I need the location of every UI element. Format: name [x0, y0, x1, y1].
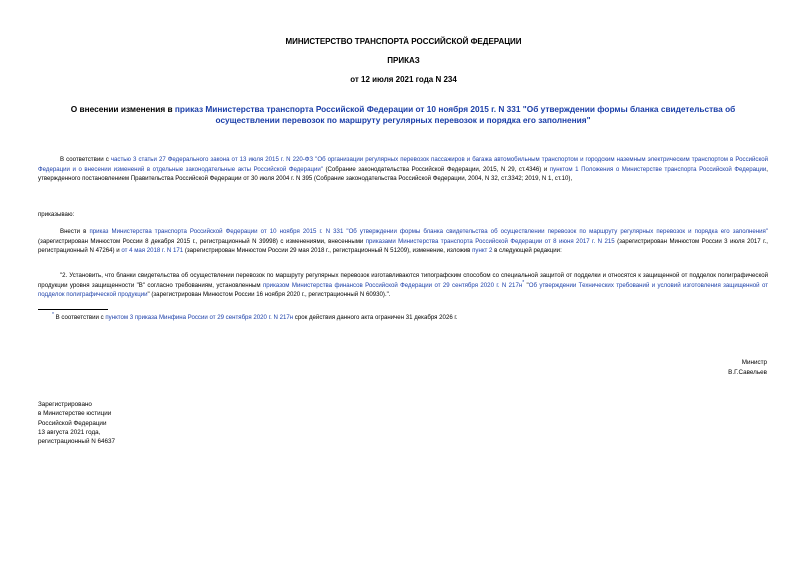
- quote-paragraph: [38, 271, 768, 300]
- footnote-separator: [38, 309, 108, 310]
- preamble-text-3: , утвержденного постановлением Правительства Российской Федерации от 30 июля 2004 г. N 395 (Собрание законодательства Российской Федерации, 2004, N 32, ст.3342; 2019, N 1, ст.10),: [38, 165, 768, 183]
- link-order-171[interactable]: от 4 мая 2018 г. N 171: [121, 247, 184, 255]
- order-text-1: Внести в: [60, 228, 90, 235]
- registration-block: [38, 400, 115, 446]
- registration-line: в Министерстве юстиции: [38, 410, 112, 418]
- quote-text-3: " (зарегистрирован Минюстом России 16 ноября 2020 г., регистрационный N 60930).".: [147, 291, 391, 299]
- title-link-order-331[interactable]: приказ Министерства транспорта Российской Федерации от 10 ноября 2015 г. N 331 "Об утверждении формы бланка свидетельства об осуществлении перевозок по маршруту регулярных перевозок и порядка его заполнения": [174, 104, 736, 125]
- doc-date-number: от 12 июля 2021 года N 234: [350, 75, 457, 84]
- title-prefix: О внесении изменения в: [70, 104, 175, 114]
- registration-line: Зарегистрировано: [38, 401, 92, 408]
- footnote-text-2: срок действия данного акта ограничен 31 декабря 2026 г.: [293, 314, 458, 321]
- order-text-2: (зарегистрирован Минюстом России 8 декабря 2015 г., регистрационный N 39998) с изменениями, внесенными: [38, 237, 366, 245]
- footnote-mark: *: [52, 311, 54, 318]
- doc-type-heading: ПРИКАЗ: [387, 56, 420, 65]
- link-minfin-order-217n[interactable]: приказом Министерства финансов Российской Федерации от 29 сентября 2020 г. N 217н: [262, 281, 523, 289]
- signature-position: Министр: [741, 359, 767, 366]
- order-word: приказываю:: [38, 211, 75, 218]
- ministry-heading: МИНИСТЕРСТВО ТРАНСПОРТА РОССИЙСКОЙ ФЕДЕРАЦИИ: [285, 37, 522, 46]
- page-title: [38, 104, 768, 126]
- link-order-215[interactable]: приказами Министерства транспорта Российской Федерации от 8 июня 2017 г. N 215: [365, 237, 615, 245]
- footnote-marker[interactable]: *: [522, 279, 525, 286]
- link-federal-law-220[interactable]: частью 3 статьи 27 Федерального закона от 13 июля 2015 г. N 220-ФЗ "Об организации регулярных перевозок пассажиров и багажа автомобильным транспортом и городским наземным электрическим транспортом в Российской Федерации и о внесении изменений в отдельные законодательные акты Российской Федерации": [38, 156, 769, 173]
- footnote-text-1: В соответствии с: [53, 314, 106, 321]
- order-text-3: (зарегистрирован Минюстом России 3 июля 2017 г., регистрационный N 47264) и: [38, 237, 768, 255]
- registration-line: 13 августа 2021 года,: [38, 428, 101, 436]
- link-minfin-point-3[interactable]: пунктом 3 приказа Минфина России от 29 сентября 2020 г. N 217н: [105, 314, 294, 321]
- link-technical-requirements[interactable]: Об утверждении Технических требований и условий изготовления защищенной от подделок полиграфической продукции: [38, 281, 769, 299]
- signature-block: [728, 358, 767, 377]
- quote-text-2: ": [524, 281, 529, 289]
- preamble-paragraph: [38, 155, 768, 184]
- order-text-4: (зарегистрирован Минюстом России 29 мая 2018 г., регистрационный N 51209), изменение, изложив: [183, 247, 473, 255]
- link-point-2[interactable]: пункт 2: [472, 247, 493, 255]
- registration-line: регистрационный N 64637: [38, 438, 116, 446]
- footnote-paragraph: [52, 313, 768, 323]
- quote-text-1: "2. Установить, что бланки свидетельства об осуществлении перевозок по маршруту регулярных перевозок изготавливаются типографским способом со специальной защитой от подделки и относятся к защищенной от подделок полиграфической продукции уровня защищенности "В" согласно требованиям, установленным: [38, 272, 768, 289]
- preamble-text-2: (Собрание законодательства Российской Федерации, 2015, N 29, ст.4346) и: [322, 165, 550, 173]
- order-paragraph: [38, 227, 768, 256]
- order-text-5: в следующей редакции:: [492, 247, 562, 255]
- link-order-331[interactable]: приказ Министерства транспорта Российской Федерации от 10 ноября 2015 г. N 331 "Об утверждении формы бланка свидетельства об осуществлении перевозок по маршруту регулярных перевозок и порядка его заполнения": [89, 228, 768, 235]
- link-ministry-regulation[interactable]: пунктом 1 Положения о Министерстве транспорта Российской Федерации: [549, 165, 767, 173]
- preamble-text-1: В соответствии с: [60, 156, 111, 163]
- signature-name: В.Г.Савельев: [728, 368, 767, 376]
- registration-line: Российской Федерации: [38, 419, 107, 427]
